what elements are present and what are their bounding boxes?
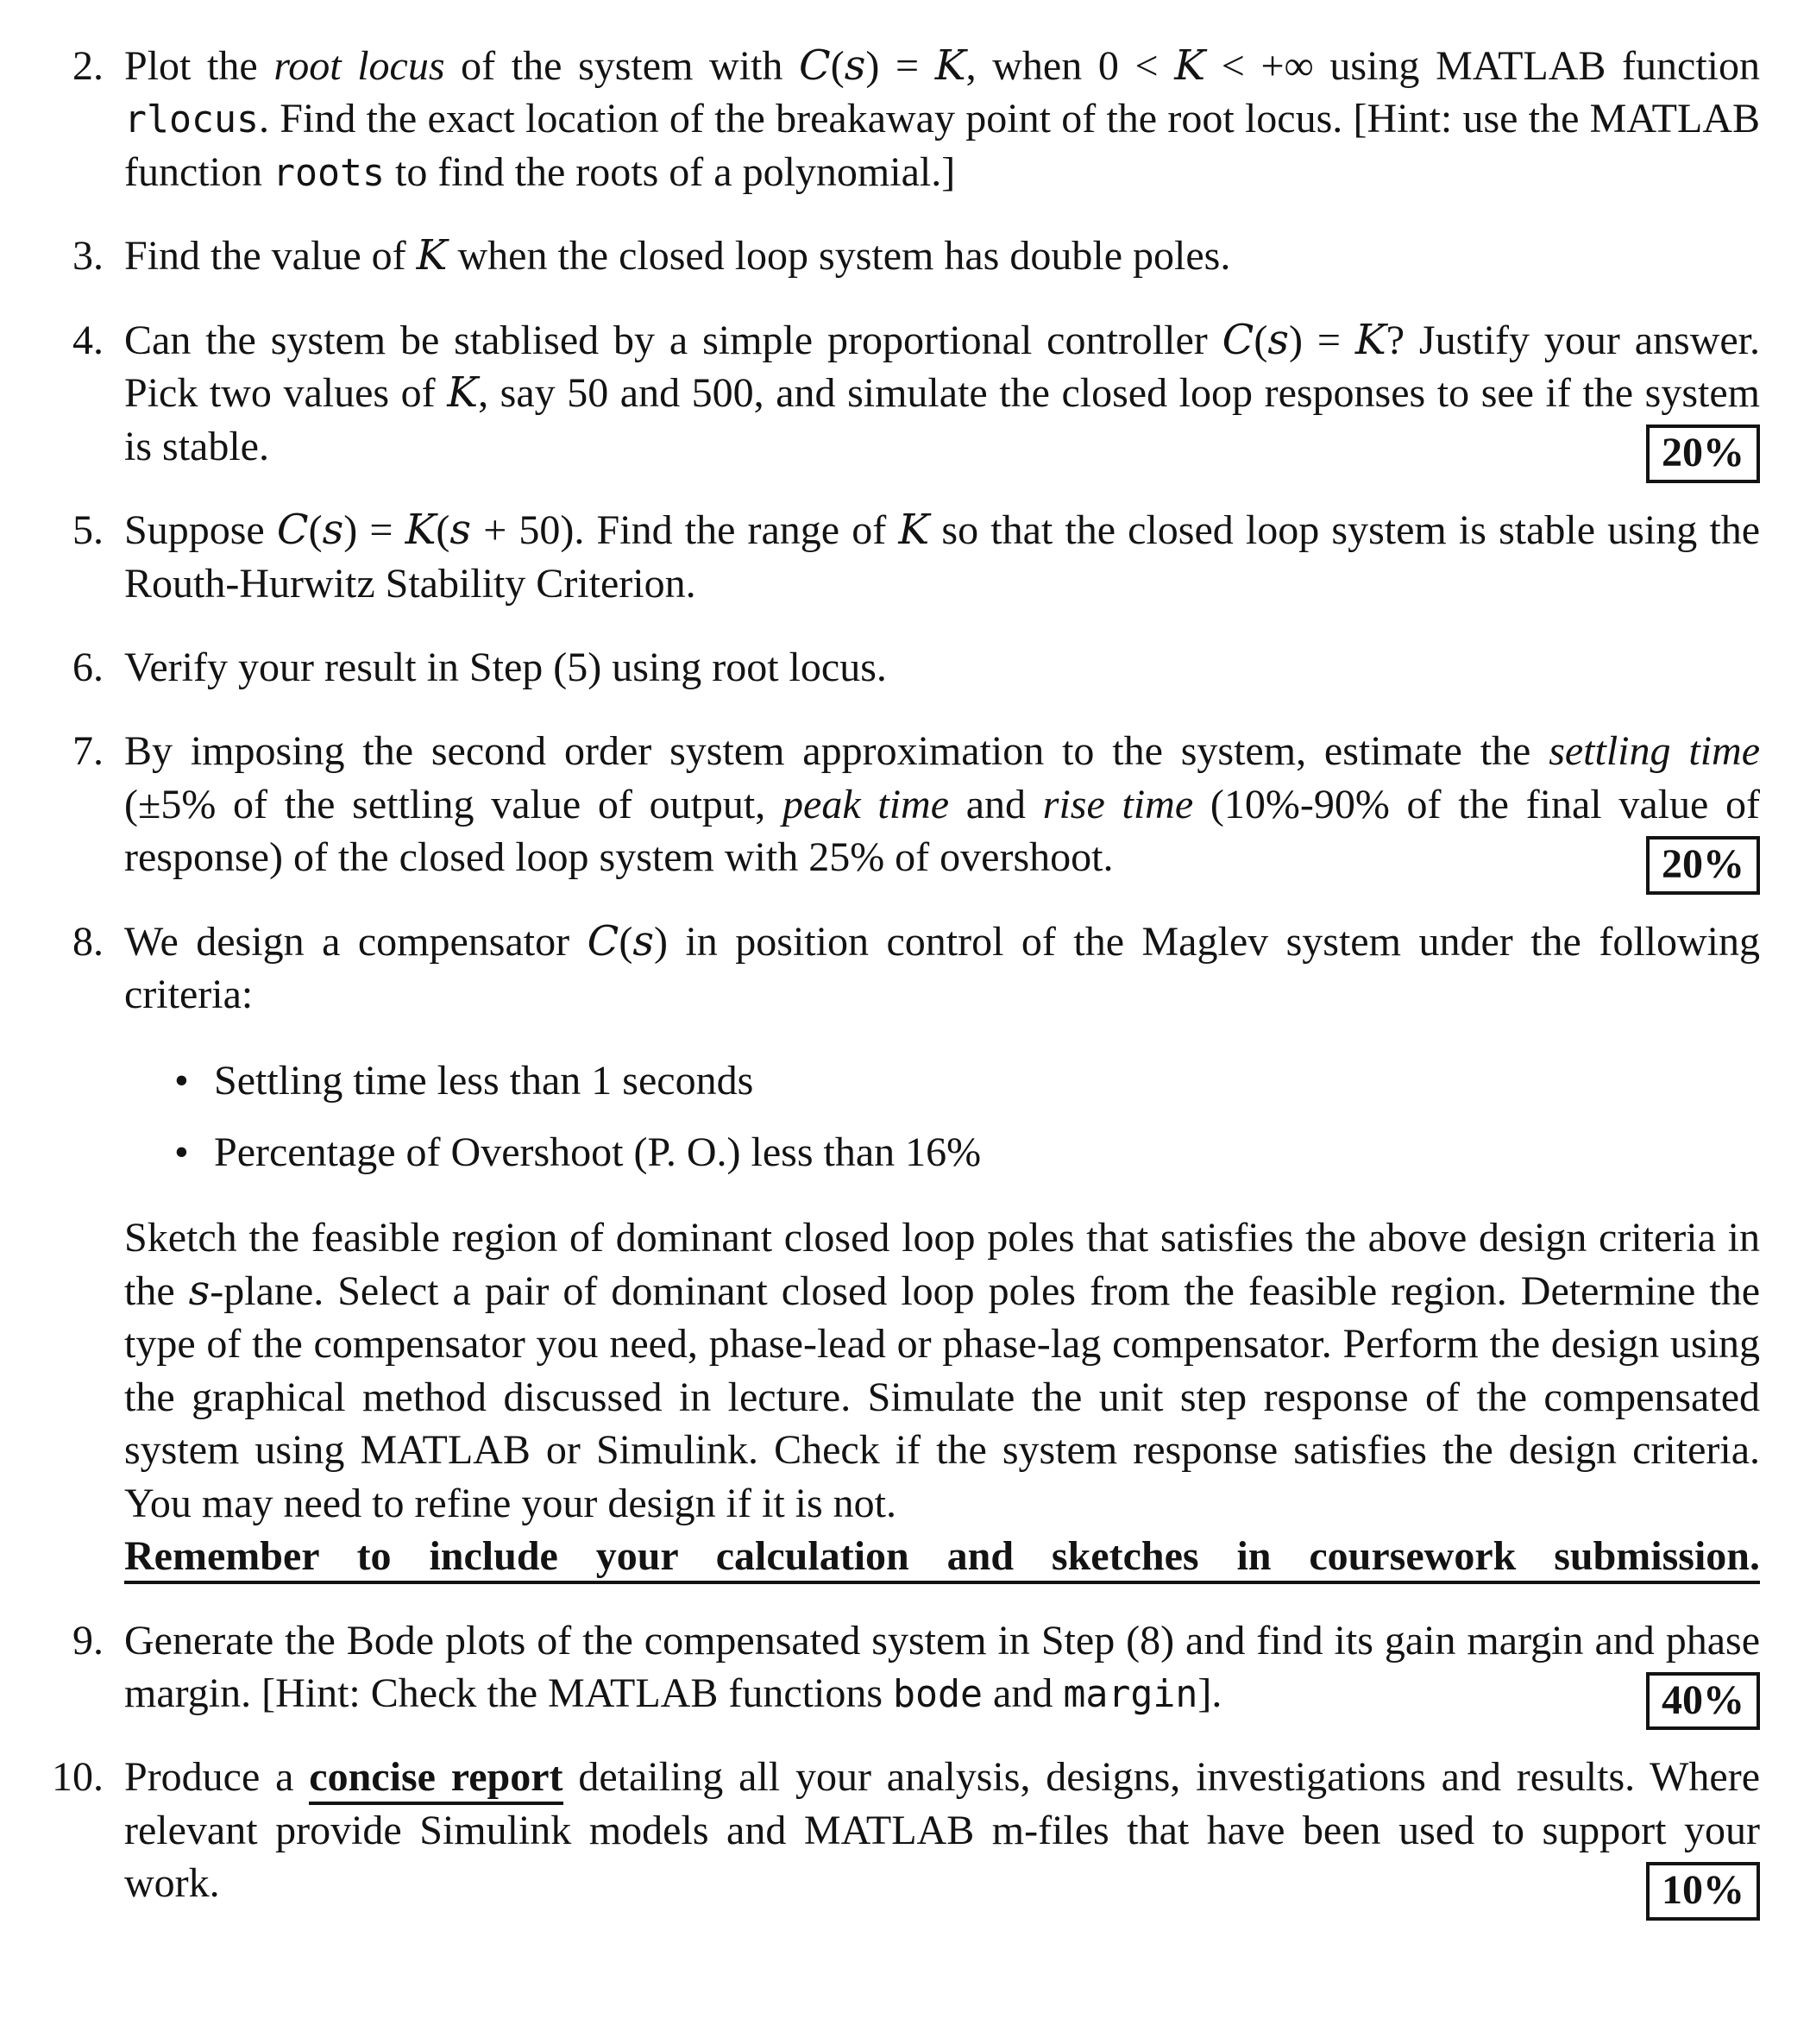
- bullet-list: [174, 1054, 1760, 1179]
- math-variable: K: [416, 231, 448, 280]
- text-run: so that the closed loop system is stable using the Routh-Hurwitz Stability Criterion.: [124, 507, 1760, 607]
- text-run: ) =: [343, 507, 405, 554]
- list-item: [41, 1751, 1760, 1913]
- item-paragraph: [124, 230, 1760, 282]
- bullet-item: [174, 1054, 1760, 1107]
- emphasis-text: peak time: [782, 781, 949, 827]
- item-body: [124, 725, 1761, 887]
- item-number: 5.: [72, 507, 104, 554]
- bullet-text: Settling time less than 1 seconds: [214, 1057, 754, 1104]
- item-number: 9.: [72, 1617, 104, 1664]
- item-number: 10.: [52, 1754, 104, 1801]
- item-body: [124, 314, 1761, 476]
- bullet-item: [174, 1126, 1760, 1179]
- item-paragraph: [124, 1530, 1760, 1582]
- list-item: [41, 1614, 1760, 1723]
- text-run: Find the value of: [124, 233, 417, 280]
- math-variable: C: [1222, 315, 1254, 364]
- text-run: (: [308, 507, 323, 554]
- inline-code: bode: [893, 1672, 984, 1716]
- text-run: Verify your result in Step (5) using root locus.: [124, 644, 887, 690]
- list-item: [41, 915, 1760, 1583]
- list-item: [41, 314, 1761, 476]
- item-body: [124, 1614, 1760, 1723]
- text-run: (: [436, 507, 450, 554]
- text-run: Can the system be stablised by a simple proportional controller: [124, 317, 1222, 363]
- text-run: By imposing the second order system approximation to the system, estimate the: [124, 728, 1549, 775]
- item-paragraph: [124, 504, 1760, 610]
- item-paragraph: [124, 725, 1761, 887]
- text-run: ? Justify your answer. Pick two values of: [124, 317, 1761, 417]
- text-run: Generate the Bode plots of the compensated system in Step (8) and find its gain margin and phase margin. [Hint: Check the MATLAB functions: [124, 1617, 1760, 1716]
- math-variable: K: [1354, 315, 1386, 364]
- text-run: (: [830, 43, 845, 89]
- item-body: [124, 40, 1760, 198]
- item-number: 7.: [72, 728, 104, 775]
- list-item: [41, 230, 1760, 282]
- item-paragraph: [124, 1211, 1760, 1530]
- item-body: [124, 504, 1760, 610]
- list-item: [41, 725, 1761, 887]
- text-run: (10%-90% of the final value of response) of the closed loop system with 25% of overshoot.: [124, 781, 1761, 881]
- text-run: We design a compensator: [124, 918, 588, 965]
- item-number: 8.: [72, 918, 104, 965]
- list-item: [41, 504, 1760, 610]
- math-variable: s: [322, 506, 344, 555]
- item-body: [124, 1751, 1760, 1913]
- text-run: < +∞ using MATLAB function: [1205, 43, 1761, 89]
- text-run: Suppose: [124, 507, 277, 554]
- item-body: [124, 230, 1760, 282]
- marks-badge: 10%: [1646, 1862, 1760, 1921]
- math-variable: K: [405, 506, 437, 555]
- bold-underline-text: Remember to include your calculation and sketches in coursework submission.: [124, 1533, 1760, 1584]
- item-paragraph: [124, 1614, 1760, 1723]
- bullet-text: Percentage of Overshoot (P. O.) less than 16%: [214, 1129, 982, 1175]
- item-number: 6.: [72, 644, 104, 690]
- math-variable: K: [447, 368, 479, 418]
- inline-code: margin: [1063, 1672, 1198, 1716]
- inline-code: rlocus: [124, 98, 260, 142]
- item-paragraph: [124, 1751, 1760, 1913]
- item-body: [124, 915, 1760, 1583]
- bold-underline-text: concise report: [309, 1754, 562, 1805]
- text-run: of the system with: [444, 43, 800, 89]
- text-run: ) =: [865, 43, 935, 89]
- text-run: detailing all your analysis, designs, investigations and results. Where relevant provide Simulink models and MATLAB m-files that have been used to support your work.: [124, 1754, 1760, 1907]
- math-variable: s: [449, 506, 472, 555]
- text-run: and: [983, 1670, 1064, 1716]
- emphasis-text: rise time: [1042, 781, 1194, 827]
- emphasis-text: root locus: [273, 43, 445, 89]
- text-run: Produce a: [124, 1754, 310, 1801]
- list-item: [41, 40, 1760, 198]
- inline-code: roots: [272, 151, 385, 195]
- marks-badge: 20%: [1646, 836, 1760, 895]
- text-run: when the closed loop system has double poles.: [447, 233, 1231, 280]
- math-variable: K: [934, 41, 966, 90]
- math-variable: s: [188, 1266, 211, 1315]
- text-run: ) =: [1289, 317, 1355, 363]
- item-paragraph: [124, 314, 1761, 476]
- text-run: to find the roots of a polynomial.]: [384, 148, 956, 195]
- text-run: (: [619, 918, 633, 965]
- item-body: [124, 641, 1760, 694]
- math-variable: C: [587, 916, 619, 965]
- math-variable: C: [276, 506, 309, 555]
- emphasis-text: settling time: [1549, 728, 1760, 775]
- item-paragraph: [124, 40, 1760, 198]
- text-run: -plane. Select a pair of dominant closed loop poles from the feasible region. Determine the type of the compensator you need, phase-lead or phase-lag compensator. Perform the design using the graphical method discussed in lecture. Simulate the unit step response of the compensated system using MATLAB or Simulink. Check if the system response satisfies the design criteria. You may need to refine your design if it is not.: [124, 1267, 1761, 1526]
- item-paragraph: [124, 915, 1760, 1022]
- text-run: (: [1254, 317, 1268, 363]
- item-number: 2.: [72, 43, 104, 89]
- bullet-icon: •: [174, 1129, 189, 1175]
- text-run: ) in position control of the Maglev system under the following criteria:: [124, 918, 1761, 1018]
- item-paragraph: [124, 641, 1760, 694]
- text-run: + 50). Find the range of: [471, 507, 899, 554]
- text-run: Plot the: [124, 43, 274, 89]
- text-run: Sketch the feasible region of dominant closed loop poles that satisfies the above design criteria in the: [124, 1215, 1760, 1314]
- text-run: (±5% of the settling value of output,: [124, 781, 783, 827]
- math-variable: C: [799, 41, 831, 90]
- math-variable: K: [898, 506, 930, 555]
- item-number: 4.: [72, 317, 104, 363]
- text-run: . Find the exact location of the breakaway point of the root locus. [Hint: use the MATLAB function: [124, 96, 1760, 195]
- marks-badge: 40%: [1646, 1672, 1760, 1731]
- math-variable: s: [1267, 315, 1290, 364]
- text-run: , say 50 and 500, and simulate the closed loop responses to see if the system is stable.: [124, 370, 1760, 469]
- math-variable: K: [1174, 41, 1206, 90]
- math-variable: s: [632, 916, 654, 965]
- bullet-icon: •: [174, 1057, 189, 1104]
- list-item: [41, 641, 1760, 694]
- text-run: and: [949, 781, 1043, 827]
- math-variable: s: [844, 41, 866, 90]
- marks-badge: 20%: [1646, 425, 1760, 483]
- item-number: 3.: [72, 233, 104, 280]
- text-run: ].: [1197, 1670, 1222, 1716]
- text-run: , when 0 <: [965, 43, 1175, 89]
